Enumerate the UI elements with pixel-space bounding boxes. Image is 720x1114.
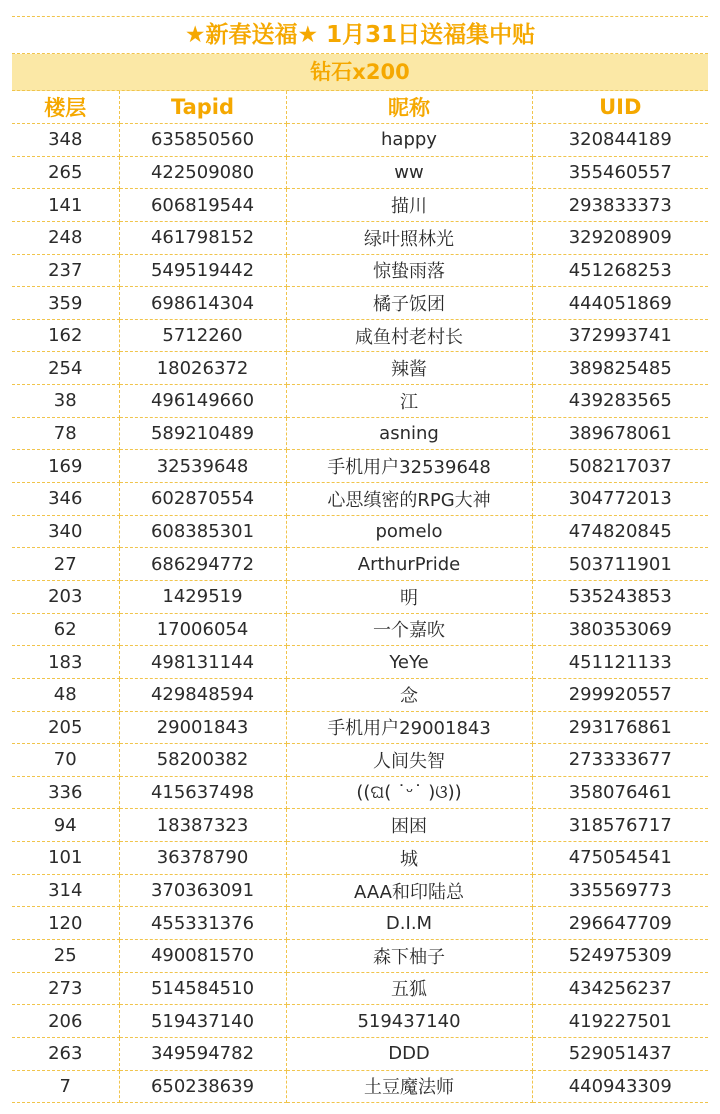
nickname-cell: 描川 [286, 189, 532, 222]
nickname-cell: 手机用户32539648 [286, 450, 532, 483]
tapid-cell: 17006054 [119, 613, 286, 646]
tapid-cell: 422509080 [119, 156, 286, 189]
floor-cell: 120 [12, 907, 119, 940]
floor-cell: 254 [12, 352, 119, 385]
tapid-cell: 1429519 [119, 580, 286, 613]
floor-cell: 25 [12, 940, 119, 973]
tapid-cell: 519437140 [119, 1005, 286, 1038]
uid-cell: 293176861 [532, 711, 708, 744]
nickname-cell: ((ଘ( ˙ᵕ˙ )ଓ)) [286, 776, 532, 809]
nickname-cell: D.I.M [286, 907, 532, 940]
floor-cell: 78 [12, 417, 119, 450]
nickname-cell: YeYe [286, 646, 532, 679]
uid-cell: 293833373 [532, 189, 708, 222]
nickname-cell: 明 [286, 580, 532, 613]
page-title: ★新春送福★ 1月31日送福集中贴 [12, 16, 708, 54]
tapid-cell: 602870554 [119, 483, 286, 516]
uid-cell: 439283565 [532, 385, 708, 418]
uid-cell: 299920557 [532, 678, 708, 711]
uid-cell: 273333677 [532, 744, 708, 777]
table-row [12, 385, 708, 418]
tapid-cell: 490081570 [119, 940, 286, 973]
uid-cell: 419227501 [532, 1005, 708, 1038]
floor-cell: 7 [12, 1070, 119, 1103]
nickname-cell: 江 [286, 385, 532, 418]
table-row [12, 972, 708, 1005]
prize-subtitle: 钻石x200 [12, 54, 708, 91]
column-header-tapid: Tapid [119, 91, 286, 124]
winners-table [12, 91, 708, 1103]
uid-cell: 304772013 [532, 483, 708, 516]
table-header-row [12, 91, 708, 124]
floor-cell: 48 [12, 678, 119, 711]
uid-cell: 451121133 [532, 646, 708, 679]
uid-cell: 318576717 [532, 809, 708, 842]
uid-cell: 434256237 [532, 972, 708, 1005]
tapid-cell: 635850560 [119, 124, 286, 157]
uid-cell: 380353069 [532, 613, 708, 646]
table-row [12, 711, 708, 744]
floor-cell: 70 [12, 744, 119, 777]
tapid-cell: 549519442 [119, 254, 286, 287]
uid-cell: 508217037 [532, 450, 708, 483]
table-row [12, 678, 708, 711]
uid-cell: 524975309 [532, 940, 708, 973]
table-row [12, 842, 708, 875]
tapid-cell: 349594782 [119, 1037, 286, 1070]
tapid-cell: 455331376 [119, 907, 286, 940]
uid-cell: 335569773 [532, 874, 708, 907]
table-row [12, 613, 708, 646]
nickname-cell: 森下柚子 [286, 940, 532, 973]
nickname-cell: 人间失智 [286, 744, 532, 777]
table-row [12, 287, 708, 320]
table-row [12, 156, 708, 189]
tapid-cell: 5712260 [119, 319, 286, 352]
nickname-cell: 手机用户29001843 [286, 711, 532, 744]
table-row [12, 940, 708, 973]
uid-cell: 389825485 [532, 352, 708, 385]
tapid-cell: 496149660 [119, 385, 286, 418]
nickname-cell: asning [286, 417, 532, 450]
floor-cell: 263 [12, 1037, 119, 1070]
tapid-cell: 18026372 [119, 352, 286, 385]
table-row [12, 124, 708, 157]
floor-cell: 94 [12, 809, 119, 842]
floor-cell: 62 [12, 613, 119, 646]
floor-cell: 38 [12, 385, 119, 418]
table-row [12, 450, 708, 483]
table-row [12, 907, 708, 940]
uid-cell: 503711901 [532, 548, 708, 581]
floor-cell: 248 [12, 221, 119, 254]
column-header-nickname: 昵称 [286, 91, 532, 124]
floor-cell: 169 [12, 450, 119, 483]
table-row [12, 352, 708, 385]
nickname-cell: 念 [286, 678, 532, 711]
floor-cell: 162 [12, 319, 119, 352]
uid-cell: 451268253 [532, 254, 708, 287]
floor-cell: 203 [12, 580, 119, 613]
table-row [12, 254, 708, 287]
table-row [12, 548, 708, 581]
uid-cell: 372993741 [532, 319, 708, 352]
tapid-cell: 429848594 [119, 678, 286, 711]
nickname-cell: 困困 [286, 809, 532, 842]
nickname-cell: 城 [286, 842, 532, 875]
table-row [12, 319, 708, 352]
floor-cell: 273 [12, 972, 119, 1005]
tapid-cell: 32539648 [119, 450, 286, 483]
floor-cell: 336 [12, 776, 119, 809]
table-row [12, 189, 708, 222]
tapid-cell: 461798152 [119, 221, 286, 254]
tapid-cell: 29001843 [119, 711, 286, 744]
table-row [12, 646, 708, 679]
uid-cell: 358076461 [532, 776, 708, 809]
table-row [12, 580, 708, 613]
nickname-cell: DDD [286, 1037, 532, 1070]
nickname-cell: ArthurPride [286, 548, 532, 581]
tapid-cell: 606819544 [119, 189, 286, 222]
floor-cell: 141 [12, 189, 119, 222]
tapid-cell: 608385301 [119, 515, 286, 548]
uid-cell: 475054541 [532, 842, 708, 875]
winners-sheet [12, 16, 708, 1103]
nickname-cell: 五狐 [286, 972, 532, 1005]
table-row [12, 776, 708, 809]
nickname-cell: 土豆魔法师 [286, 1070, 532, 1103]
tapid-cell: 589210489 [119, 417, 286, 450]
nickname-cell: 心思缜密的RPG大神 [286, 483, 532, 516]
nickname-cell: AAA和印陆总 [286, 874, 532, 907]
nickname-cell: 咸鱼村老村长 [286, 319, 532, 352]
tapid-cell: 58200382 [119, 744, 286, 777]
uid-cell: 474820845 [532, 515, 708, 548]
tapid-cell: 415637498 [119, 776, 286, 809]
uid-cell: 529051437 [532, 1037, 708, 1070]
table-row [12, 221, 708, 254]
floor-cell: 265 [12, 156, 119, 189]
uid-cell: 389678061 [532, 417, 708, 450]
table-row [12, 744, 708, 777]
nickname-cell: ww [286, 156, 532, 189]
tapid-cell: 686294772 [119, 548, 286, 581]
nickname-cell: 绿叶照林光 [286, 221, 532, 254]
uid-cell: 440943309 [532, 1070, 708, 1103]
column-header-uid: UID [532, 91, 708, 124]
table-row [12, 1005, 708, 1038]
floor-cell: 348 [12, 124, 119, 157]
uid-cell: 329208909 [532, 221, 708, 254]
uid-cell: 296647709 [532, 907, 708, 940]
floor-cell: 205 [12, 711, 119, 744]
floor-cell: 359 [12, 287, 119, 320]
floor-cell: 314 [12, 874, 119, 907]
nickname-cell: 519437140 [286, 1005, 532, 1038]
tapid-cell: 36378790 [119, 842, 286, 875]
floor-cell: 346 [12, 483, 119, 516]
floor-cell: 340 [12, 515, 119, 548]
floor-cell: 27 [12, 548, 119, 581]
tapid-cell: 514584510 [119, 972, 286, 1005]
table-row [12, 874, 708, 907]
tapid-cell: 18387323 [119, 809, 286, 842]
nickname-cell: 橘子饭团 [286, 287, 532, 320]
table-row [12, 809, 708, 842]
floor-cell: 183 [12, 646, 119, 679]
floor-cell: 237 [12, 254, 119, 287]
tapid-cell: 370363091 [119, 874, 286, 907]
floor-cell: 101 [12, 842, 119, 875]
column-header-floor: 楼层 [12, 91, 119, 124]
table-row [12, 417, 708, 450]
table-row [12, 1070, 708, 1103]
uid-cell: 535243853 [532, 580, 708, 613]
table-row [12, 483, 708, 516]
floor-cell: 206 [12, 1005, 119, 1038]
table-row [12, 515, 708, 548]
nickname-cell: pomelo [286, 515, 532, 548]
tapid-cell: 698614304 [119, 287, 286, 320]
nickname-cell: 一个嘉吹 [286, 613, 532, 646]
tapid-cell: 650238639 [119, 1070, 286, 1103]
nickname-cell: happy [286, 124, 532, 157]
tapid-cell: 498131144 [119, 646, 286, 679]
uid-cell: 444051869 [532, 287, 708, 320]
uid-cell: 355460557 [532, 156, 708, 189]
table-row [12, 1037, 708, 1070]
nickname-cell: 辣酱 [286, 352, 532, 385]
nickname-cell: 惊蛰雨落 [286, 254, 532, 287]
uid-cell: 320844189 [532, 124, 708, 157]
